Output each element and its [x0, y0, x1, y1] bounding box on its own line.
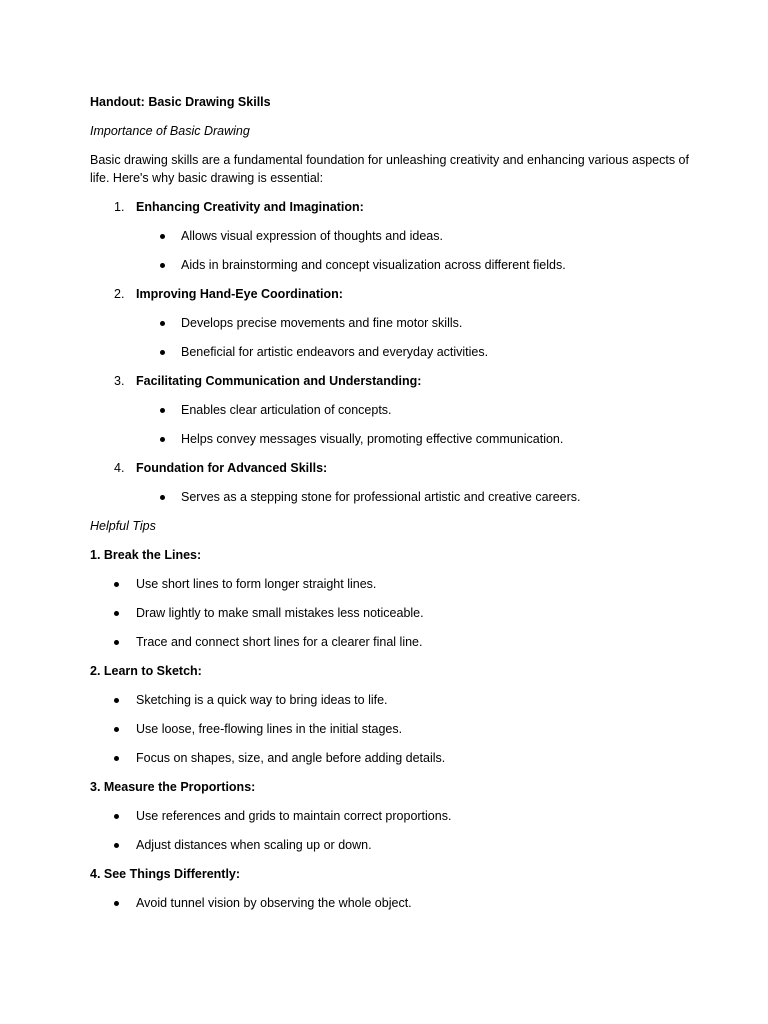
- bullet-text: Avoid tunnel vision by observing the whole object.: [136, 896, 412, 910]
- bullet-icon: [160, 350, 165, 355]
- bullet-text: Use short lines to form longer straight lines.: [136, 577, 377, 591]
- tip-heading: 4. See Things Differently:: [90, 867, 241, 881]
- bullet-icon: [114, 640, 119, 645]
- list-item: [90, 836, 690, 854]
- tip-bullet-list: [90, 807, 690, 854]
- importance-item: [90, 285, 690, 361]
- bullet-text: Trace and connect short lines for a clearer final line.: [136, 635, 423, 649]
- tip-bullet-list: [90, 894, 690, 912]
- importance-item: [90, 372, 690, 448]
- bullet-text: Use loose, free-flowing lines in the initial stages.: [136, 722, 403, 736]
- bullet-list: [136, 488, 690, 506]
- list-item: [90, 749, 690, 767]
- item-heading: Enhancing Creativity and Imagination:: [136, 200, 364, 214]
- bullet-icon: [160, 321, 165, 326]
- item-number: 4.: [114, 461, 125, 475]
- bullet-text: Focus on shapes, size, and angle before adding details.: [136, 751, 446, 765]
- bullet-text: Sketching is a quick way to bring ideas to life.: [136, 693, 388, 707]
- tip-bullet-list: [90, 691, 690, 767]
- bullet-text: Adjust distances when scaling up or down.: [136, 838, 372, 852]
- bullet-icon: [114, 698, 119, 703]
- list-item: [90, 691, 690, 709]
- bullet-icon: [160, 495, 165, 500]
- item-heading: Improving Hand-Eye Coordination:: [136, 287, 343, 301]
- bullet-list: [136, 314, 690, 361]
- importance-item: [90, 459, 690, 506]
- bullet-icon: [160, 263, 165, 268]
- list-item: [90, 894, 690, 912]
- list-item: [136, 227, 690, 245]
- importance-heading: Importance of Basic Drawing: [90, 124, 250, 138]
- bullet-text: Aids in brainstorming and concept visualization across different fields.: [181, 258, 566, 272]
- bullet-icon: [114, 727, 119, 732]
- list-item: [136, 256, 690, 274]
- tip-heading: 3. Measure the Proportions:: [90, 780, 256, 794]
- bullet-text: Helps convey messages visually, promoting effective communication.: [181, 432, 564, 446]
- list-item: [90, 807, 690, 825]
- bullet-icon: [160, 408, 165, 413]
- bullet-icon: [160, 234, 165, 239]
- list-item: [136, 343, 690, 361]
- list-item: [136, 488, 690, 506]
- bullet-text: Allows visual expression of thoughts and ideas.: [181, 229, 443, 243]
- tips-heading: Helpful Tips: [90, 519, 156, 533]
- item-heading: Foundation for Advanced Skills:: [136, 461, 328, 475]
- document-page: [90, 93, 690, 912]
- bullet-icon: [160, 437, 165, 442]
- intro-paragraph: Basic drawing skills are a fundamental foundation for unleashing creativity and enhancing various aspects of life. Here's why basic drawing is essential:: [90, 153, 689, 185]
- bullet-text: Enables clear articulation of concepts.: [181, 403, 392, 417]
- item-number: 2.: [114, 287, 125, 301]
- item-number: 1.: [114, 200, 125, 214]
- list-item: [136, 401, 690, 419]
- bullet-icon: [114, 814, 119, 819]
- bullet-icon: [114, 756, 119, 761]
- list-item: [136, 314, 690, 332]
- bullet-text: Use references and grids to maintain correct proportions.: [136, 809, 452, 823]
- bullet-text: Beneficial for artistic endeavors and everyday activities.: [181, 345, 489, 359]
- list-item: [90, 720, 690, 738]
- bullet-icon: [114, 582, 119, 587]
- bullet-text: Draw lightly to make small mistakes less noticeable.: [136, 606, 424, 620]
- bullet-list: [136, 401, 690, 448]
- list-item: [90, 604, 690, 622]
- bullet-list: [136, 227, 690, 274]
- bullet-text: Develops precise movements and fine motor skills.: [181, 316, 463, 330]
- list-item: [90, 633, 690, 651]
- item-number: 3.: [114, 374, 125, 388]
- tip-bullet-list: [90, 575, 690, 651]
- list-item: [90, 575, 690, 593]
- list-item: [136, 430, 690, 448]
- bullet-icon: [114, 843, 119, 848]
- importance-item: [90, 198, 690, 274]
- item-heading: Facilitating Communication and Understanding:: [136, 374, 422, 388]
- tip-heading: 1. Break the Lines:: [90, 548, 202, 562]
- document-title: Handout: Basic Drawing Skills: [90, 95, 271, 109]
- tip-heading: 2. Learn to Sketch:: [90, 664, 202, 678]
- bullet-icon: [114, 611, 119, 616]
- bullet-icon: [114, 901, 119, 906]
- importance-list: [90, 198, 690, 506]
- bullet-text: Serves as a stepping stone for professional artistic and creative careers.: [181, 490, 581, 504]
